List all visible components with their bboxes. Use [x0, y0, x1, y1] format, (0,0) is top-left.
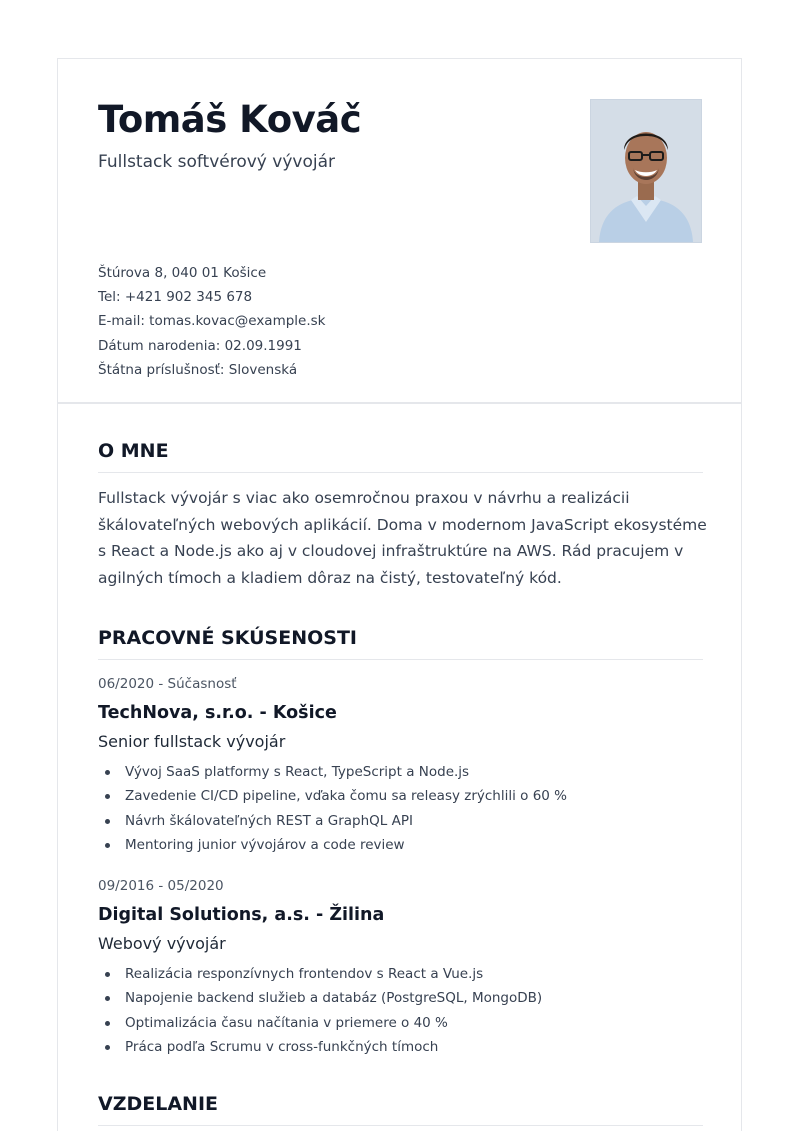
section-title-education: VZDELANIE — [98, 1091, 703, 1126]
experience-company: TechNova, s.r.o. - Košice — [98, 703, 337, 723]
about-text — [98, 485, 708, 591]
cv-page — [57, 58, 742, 1131]
contact-address: Štúrova 8, 040 01 Košice — [98, 265, 267, 281]
person-name: Tomáš Kováč — [98, 98, 362, 141]
about-line: s React a Node.js ako aj v cloudovej infraštruktúre na AWS. Rád pracujem v — [98, 542, 684, 561]
contact-nationality: Štátna príslušnosť: Slovenská — [98, 361, 298, 378]
contact-phone: Tel: +421 902 345 678 — [98, 289, 253, 306]
about-line: Fullstack vývojár s viac ako osemročnou praxou v návrhu a realizácii — [98, 489, 630, 507]
section-title-experience: PRACOVNÉ SKÚSENOSTI — [98, 625, 703, 660]
experience-item — [98, 675, 703, 857]
experience-role: Senior fullstack vývojár — [98, 732, 286, 751]
contact-birthdate: Dátum narodenia: 02.09.1991 — [98, 337, 302, 354]
bullet-item: Vývoj SaaS platformy s React, TypeScript a Node.js — [98, 760, 703, 784]
profile-photo — [590, 99, 702, 243]
bullet-item: Mentoring junior vývojárov a code review — [98, 833, 703, 857]
experience-item — [98, 877, 703, 1059]
about-line: agilných tímoch a kladiem dôraz na čistý, testovateľný kód. — [98, 568, 562, 587]
experience-bullets — [98, 760, 703, 857]
experience-bullets — [98, 962, 703, 1059]
bullet-item: Zavedenie CI/CD pipeline, vďaka čomu sa releasy zrýchlili o 60 % — [98, 784, 703, 808]
contact-email: E-mail: tomas.kovac@example.sk — [98, 313, 326, 330]
section-title-about: O MNE — [98, 438, 703, 473]
experience-company: Digital Solutions, a.s. - Žilina — [98, 905, 385, 925]
contact-info — [98, 261, 326, 382]
experience-role: Webový vývojár — [98, 934, 226, 953]
bullet-item: Práca podľa Scrumu v cross-funkčných tímoch — [98, 1035, 703, 1059]
bullet-item: Realizácia responzívnych frontendov s React a Vue.js — [98, 962, 703, 986]
experience-date: 06/2020 - Súčasnosť — [98, 676, 237, 692]
experience-date: 09/2016 - 05/2020 — [98, 878, 224, 894]
portrait-illustration — [591, 100, 701, 242]
about-line: škálovateľných webových aplikácií. Doma v modernom JavaScript ekosystéme — [98, 515, 707, 534]
bullet-item: Napojenie backend služieb a databáz (PostgreSQL, MongoDB) — [98, 986, 703, 1010]
cv-header — [58, 59, 741, 404]
job-title: Fullstack softvérový vývojár — [98, 152, 335, 172]
bullet-item: Návrh škálovateľných REST a GraphQL API — [98, 809, 703, 833]
bullet-item: Optimalizácia času načítania v priemere o 40 % — [98, 1011, 703, 1035]
